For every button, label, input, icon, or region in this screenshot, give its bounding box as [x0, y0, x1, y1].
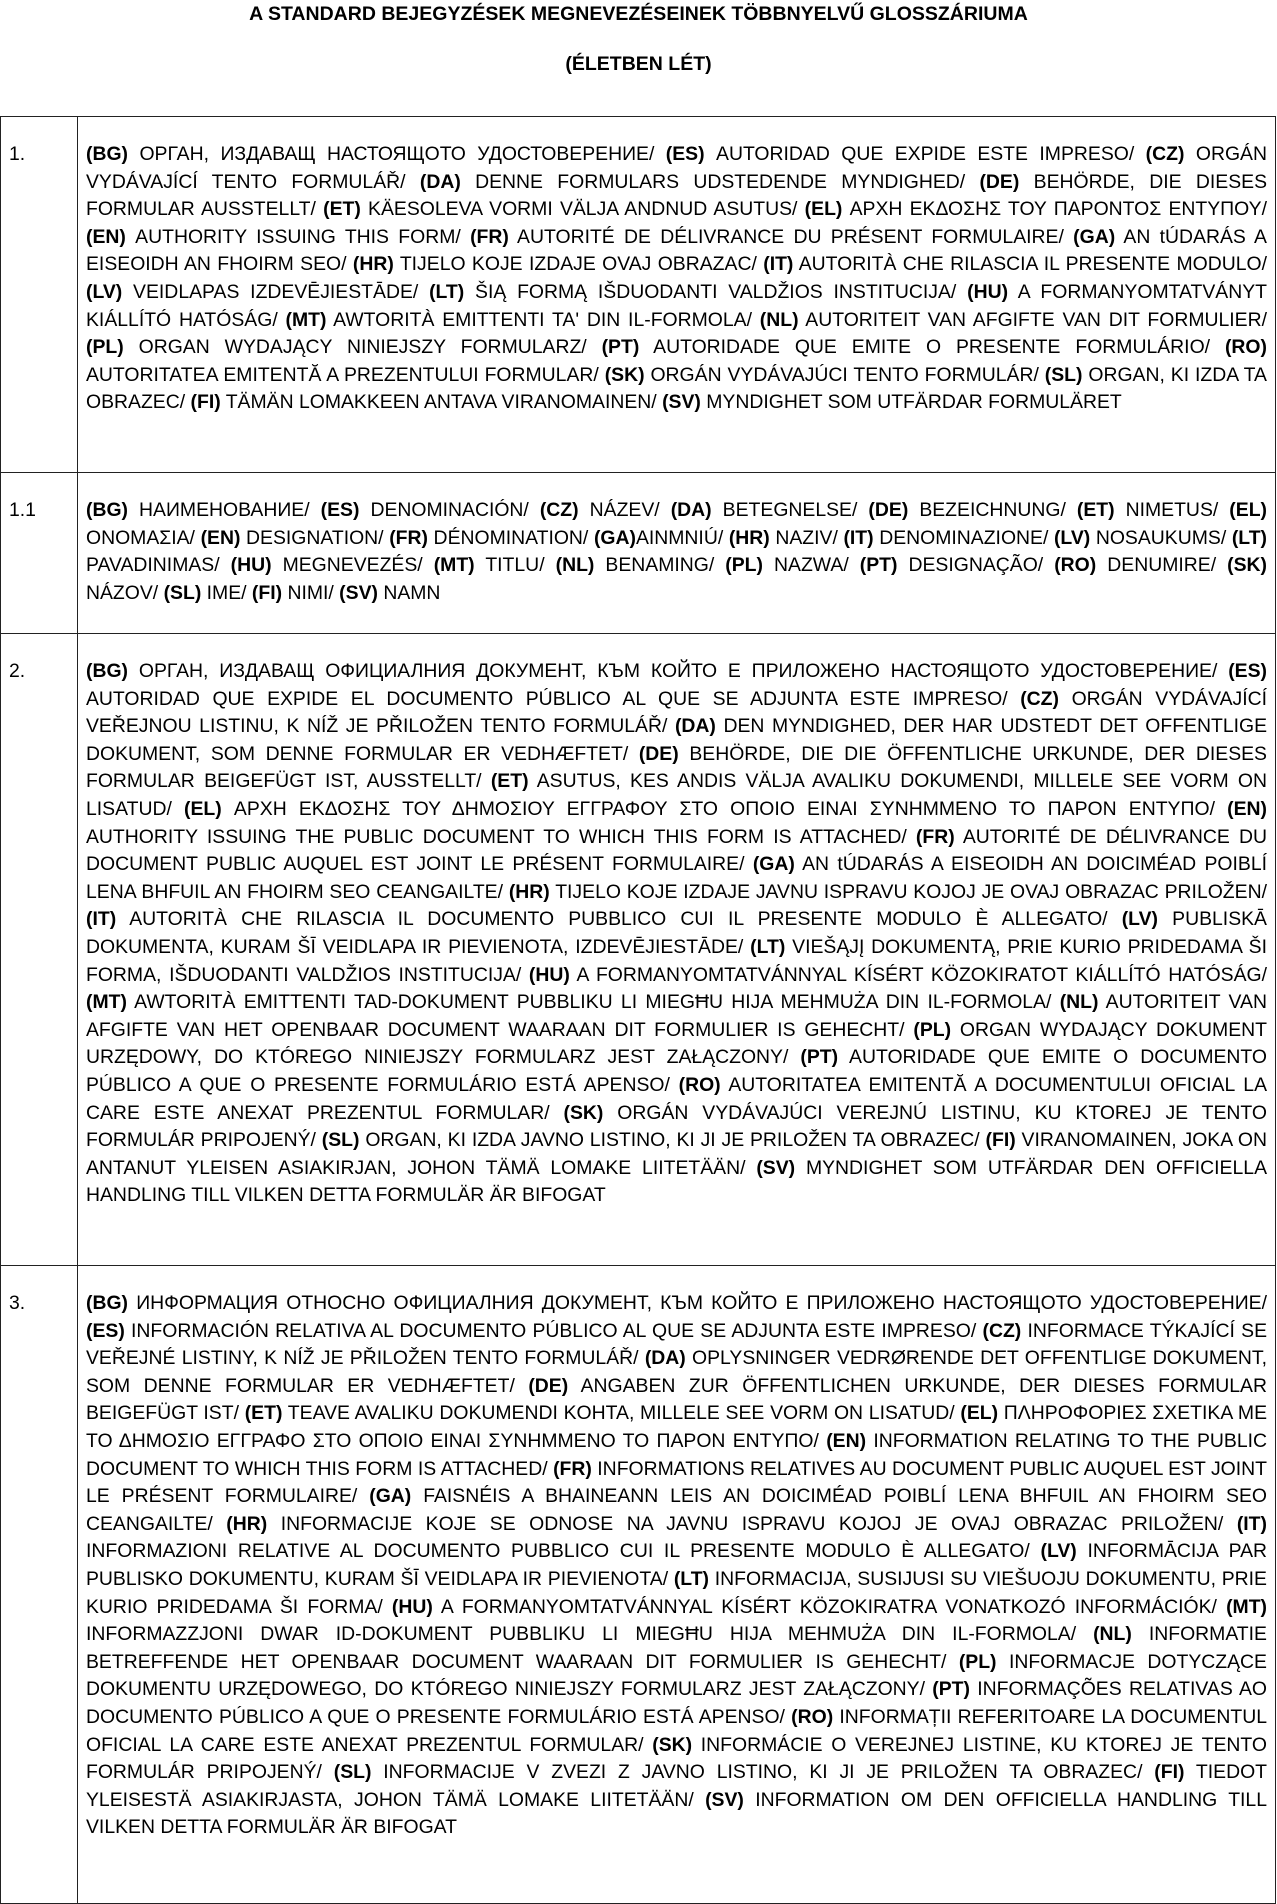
language-code: (EL)	[184, 797, 222, 820]
translation-text: AUTORIDADE QUE EMITE O PRESENTE FORMULÁRIO/	[639, 336, 1225, 359]
translation-text: ΠΛΗΡΟΦΟΡΙΕΣ ΣΧΕΤΙΚΑ ΜΕ ΤΟ ΔΗΜΟΣΙΟ ΕΓΓΡΑΦΟ ΣΤΟ ΟΠΟΙΟ ΕΙΝΑΙ ΣΥΝΗΜΜΕΝΟ ΤΟ ΠΑΡΟΝ ΕΝΤΥΠΟ/	[86, 1402, 1268, 1452]
translation-text: VEIDLAPAS IZDEVĒJIESTĀDE/	[122, 280, 430, 303]
language-code: (EN)	[86, 225, 126, 248]
language-code: (SK)	[652, 1733, 693, 1756]
translation-text: AUTHORITY ISSUING THE PUBLIC DOCUMENT TO WHICH THIS FORM IS ATTACHED/	[86, 825, 916, 848]
language-code: (CZ)	[539, 499, 579, 521]
language-code: (SV)	[705, 1788, 744, 1811]
language-code: (HU)	[528, 963, 570, 986]
translation-text: ORGAN, KI IZDA JAVNO LISTINO, KI JI JE PRILOŽEN TA OBRAZEC/	[359, 1129, 986, 1152]
translation-text: AWTORITÀ EMITTENTI TA' DIN IL-FORMOLA/	[326, 308, 760, 331]
language-code: (NL)	[1093, 1623, 1132, 1646]
entry-number: 1.	[1, 117, 78, 473]
language-code: (LT)	[750, 935, 786, 958]
translation-text: NIMETUS/	[1114, 499, 1230, 521]
translation-text: AINMNIÚ/	[635, 526, 729, 549]
language-code: (EL)	[960, 1402, 999, 1425]
language-code: (FI)	[251, 581, 283, 604]
translation-text: AUTORIDAD QUE EXPIDE EL DOCUMENTO PÚBLICO AL QUE SE ADJUNTA ESTE IMPRESO/	[86, 687, 1021, 710]
language-code: (IT)	[843, 526, 874, 549]
translation-text: ASUTUS, KES ANDIS VÄLJA AVALIKU DOKUMENDI, MILLELE SEE VORM ON LISATUD/	[86, 770, 1267, 820]
translation-text: AUTORITEIT VAN AFGIFTE VAN DIT FORMULIER/	[798, 308, 1267, 331]
language-code: (MT)	[285, 308, 327, 331]
translation-text: MEGNEVEZÉS/	[271, 554, 434, 577]
translation-text: KÄESOLEVA VORMI VÄLJA ANDNUD ASUTUS/	[360, 198, 805, 221]
translation-text: BEZEICHNUNG/	[908, 499, 1077, 521]
language-code: (GA)	[593, 526, 636, 549]
language-code: (CZ)	[1145, 143, 1185, 165]
language-code: (DE)	[638, 742, 679, 765]
translation-text: INFORMACJE DOTYCZĄCE DOKUMENTU URZĘDOWEGO, DO KTÓREGO NINIEJSZY FORMULARZ JEST ZAŁĄCZONY/	[86, 1650, 1267, 1701]
language-code: (SV)	[339, 581, 378, 604]
language-code: (FI)	[190, 391, 221, 414]
translation-text: TITLU/	[474, 554, 556, 577]
language-code: (ET)	[323, 198, 361, 221]
language-code: (IT)	[1236, 1512, 1267, 1535]
translation-text: ΑΡΧΗ ΕΚΔΟΣΗΣ ΤΟΥ ΠΑΡΟΝΤΟΣ ΕΝΤΥΠΟΥ/	[842, 198, 1267, 221]
translation-text: MYNDIGHET SOM UTFÄRDAR FORMULÄRET	[700, 391, 1122, 414]
language-code: (DA)	[644, 1347, 686, 1370]
document-subtitle: (ÉLETBEN LÉT)	[565, 53, 712, 75]
translation-text: DENOMINACIÓN/	[359, 499, 540, 521]
translation-text: ΑΡΧΗ ΕΚΔΟΣΗΣ ΤΟΥ ΔΗΜΟΣΙΟΥ ΕΓΓΡΑΦΟΥ ΣΤΟ ΟΠΟΙΟ ΕΙΝΑΙ ΣΥΝΗΜΜΕΝΟ ΤΟ ΠΑΡΟΝ ΕΝΤΥΠΟ/	[221, 797, 1228, 820]
translation-text: INFORMACIJA, SUSIJUSI SU VIEŠUOJU DOKUMENTU, PRIE KURIO PRIDEDAMA ŠI FORMA/	[86, 1567, 1267, 1618]
translation-text: VIEŠĄJĮ DOKUMENTĄ, PRIE KURIO PRIDEDAMA ŠI FORMA, IŠDUODANTI VALDŽIOS INSTITUCIJA/	[86, 935, 1267, 986]
language-code: (ET)	[490, 770, 529, 793]
translation-text: TIJELO KOJE IZDAJE OVAJ OBRAZAC/	[393, 253, 764, 276]
language-code: (MT)	[86, 991, 127, 1014]
language-code: (HR)	[226, 1512, 268, 1535]
language-code: (PT)	[859, 554, 898, 577]
language-code: (RO)	[791, 1705, 834, 1728]
translation-text: INFORMACIÓN RELATIVA AL DOCUMENTO PÚBLICO AL QUE SE ADJUNTA ESTE IMPRESO/	[124, 1319, 983, 1342]
language-code: (LT)	[1231, 526, 1267, 549]
translation-text: ANGABEN ZUR ÖFFENTLICHEN URKUNDE, DER DIESES FORMULAR BEIGEFÜGT IST/	[86, 1374, 1267, 1425]
entry-text	[78, 473, 1276, 634]
translation-text: INFORMATIONS RELATIVES AU DOCUMENT PUBLIC AUQUEL EST JOINT LE PRÉSENT FORMULAIRE/	[86, 1457, 1267, 1508]
translation-text: AUTORITÉ DE DÉLIVRANCE DU DOCUMENT PUBLIC AUQUEL EST JOINT LE PRÉSENT FORMULAIRE/	[86, 825, 1267, 876]
language-code: (BG)	[86, 660, 129, 682]
language-code: (EN)	[1227, 797, 1267, 820]
language-code: (PL)	[958, 1650, 997, 1673]
translation-text: ОРГАН, ИЗДАВАЩ НАСТОЯЩОТО УДОСТОВЕРЕНИЕ/	[128, 143, 666, 165]
translation-text: NAZWA/	[762, 554, 860, 577]
translation-text: ORGAN WYDAJĄCY DOKUMENT URZĘDOWY, DO KTÓREGO NINIEJSZY FORMULARZ JEST ZAŁĄCZONY/	[86, 1018, 1267, 1069]
language-code: (MT)	[1226, 1595, 1267, 1618]
translation-text: ИНФОРМАЦИЯ ОТНОСНО ОФИЦИАЛНИЯ ДОКУМЕНТ, КЪМ КОЙТО Е ПРИЛОЖЕНО НАСТОЯЩОТО УДОСТОВЕРЕНИЕ/	[128, 1292, 1267, 1314]
translation-text: DESIGNATION/	[240, 526, 390, 549]
translation-text: A FORMANYOMTATVÁNNYAL KÍSÉRT KÖZOKIRATOT KIÁLLÍTÓ HATÓSÁG/	[569, 963, 1267, 986]
translation-text: TIJELO KOJE IZDAJE JAVNU ISPRAVU KOJOJ JE OVAJ OBRAZAC PRILOŽEN/	[549, 880, 1267, 903]
translation-text: BENAMING/	[594, 554, 726, 577]
language-code: (SL)	[1044, 363, 1083, 386]
translation-text: INFORMAZZJONI DWAR ID-DOKUMENT PUBBLIKU LI MIEGĦU HIJA MEHMUŻA DIN IL-FORMOLA/	[86, 1623, 1094, 1646]
language-code: (LV)	[86, 280, 123, 303]
translation-text: INFORMAZIONI RELATIVE AL DOCUMENTO PUBBLICO CUI IL PRESENTE MODULO È ALLEGATO/	[86, 1540, 1041, 1563]
language-code: (EN)	[826, 1429, 867, 1452]
entry-number: 3.	[1, 1266, 78, 1904]
translation-text: AN tÚDARÁS A EISEOIDH AN FHOIRM SEO/	[86, 225, 1267, 276]
translation-text: BEHÖRDE, DIE DIE ÖFFENTLICHE URKUNDE, DER DIESES FORMULAR BEIGEFÜGT IST, AUSSTELLT/	[86, 742, 1267, 793]
entry-number: 1.1	[1, 473, 78, 634]
translation-text: DENUMIRE/	[1096, 554, 1228, 577]
translation-text: ORGÁN VYDÁVAJÚCI VEREJNÚ LISTINU, KU KTOREJ JE TENTO FORMULÁR PRIPOJENÝ/	[86, 1101, 1268, 1152]
language-code: (SV)	[756, 1156, 796, 1179]
translation-text: INFORMÁCIE O VEREJNEJ LISTINE, KU KTOREJ JE TENTO FORMULÁR PRIPOJENÝ/	[86, 1733, 1267, 1784]
language-code: (FR)	[470, 225, 509, 248]
language-code: (SK)	[604, 363, 645, 386]
translation-text: A FORMANYOMTATVÁNYT KIÁLLÍTÓ HATÓSÁG/	[86, 280, 1267, 331]
translation-text: NOSAUKUMS/	[1090, 526, 1232, 549]
language-code: (PT)	[800, 1046, 839, 1069]
translation-text: ORGÁN VYDÁVAJÍCÍ TENTO FORMULÁŘ/	[86, 143, 1267, 193]
translation-text: ORGAN, KI IZDA TA OBRAZEC/	[86, 363, 1267, 414]
glossary-row	[1, 117, 1276, 473]
language-code: (HR)	[508, 880, 550, 903]
translation-text: ŠIĄ FORMĄ IŠDUODANTI VALDŽIOS INSTITUCIJA/	[464, 280, 968, 303]
translation-text: AUTHORITY ISSUING THIS FORM/	[125, 225, 471, 248]
translation-text: TÄMÄN LOMAKKEEN ANTAVA VIRANOMAINEN/	[220, 391, 663, 414]
translation-text: AUTORITÀ CHE RILASCIA IL DOCUMENTO PUBBLICO CUI IL PRESENTE MODULO È ALLEGATO/	[116, 908, 1122, 931]
translation-text: INFORMATIE BETREFFENDE HET OPENBAAR DOCUMENT WAARAAN DIT FORMULIER IS GEHECHT/	[86, 1623, 1267, 1673]
language-code: (CZ)	[1020, 687, 1059, 710]
translation-text: INFORMACIJE KOJE SE ODNOSE NA JAVNU ISPRAVU KOJOJ JE OVAJ OBRAZAC PRILOŽEN/	[267, 1512, 1237, 1535]
language-code: (SL)	[333, 1761, 372, 1784]
translation-text: VIRANOMAINEN, JOKA ON ANTANUT YLEISEN ASIAKIRJAN, JOHON TÄMÄ LOMAKE LIITETÄÄN/	[86, 1129, 1268, 1179]
entry-text	[78, 634, 1276, 1266]
entry-text	[78, 1266, 1276, 1904]
translation-text: AUTORIDAD QUE EXPIDE ESTE IMPRESO/	[704, 143, 1146, 165]
language-code: (MT)	[433, 554, 475, 577]
translation-text: ОРГАН, ИЗДАВАЩ ОФИЦИАЛНИЯ ДОКУМЕНТ, КЪМ КОЙТО Е ПРИЛОЖЕНО НАСТОЯЩОТО УДОСТОВЕРЕНИЕ/	[128, 660, 1229, 682]
language-code: (PL)	[913, 1018, 952, 1041]
glossary-row	[1, 1266, 1276, 1904]
translation-text: TIEDOT YLEISESTÄ ASIAKIRJASTA, JOHON TÄMÄ LOMAKE LIITETÄÄN/	[86, 1761, 1267, 1811]
language-code: (PL)	[725, 554, 763, 577]
translation-text: INFORMACIJE V ZVEZI Z JAVNO LISTINO, KI JI JE PRILOŽEN TA OBRAZEC/	[371, 1761, 1155, 1784]
language-code: (SL)	[163, 581, 202, 604]
language-code: (ES)	[1228, 660, 1267, 682]
language-code: (SV)	[662, 391, 701, 414]
language-code: (LV)	[1121, 908, 1158, 931]
translation-text: AUTORIDADE QUE EMITE O DOCUMENTO PÚBLICO A QUE O PRESENTE FORMULÁRIO ESTÁ APENSO/	[86, 1046, 1267, 1096]
language-code: (GA)	[369, 1485, 412, 1508]
language-code: (DA)	[674, 715, 716, 738]
language-code: (CZ)	[982, 1319, 1022, 1342]
language-code: (SK)	[563, 1101, 604, 1124]
language-code: (ES)	[86, 1319, 125, 1342]
translation-text: AUTORITEIT VAN AFGIFTE VAN HET OPENBAAR DOCUMENT WAARAAN DIT FORMULIER IS GEHECHT/	[86, 991, 1267, 1041]
translation-text: AN tÚDARÁS A EISEOIDH AN DOICIMÉAD POIBLÍ LENA BHFUIL AN FHOIRM SEO CEANGAILTE/	[86, 853, 1267, 903]
translation-text: IME/	[201, 581, 252, 604]
translation-text: ORGAN WYDAJĄCY NINIEJSZY FORMULARZ/	[123, 336, 602, 359]
language-code: (GA)	[1073, 225, 1116, 248]
language-code: (FI)	[985, 1129, 1016, 1152]
glossary-body	[1, 117, 1276, 1904]
language-code: (NL)	[1059, 991, 1099, 1014]
translation-text: INFORMAÇÕES RELATIVAS AO DOCUMENTO PÚBLICO A QUE O PRESENTE FORMULÁRIO ESTÁ APENSO/	[86, 1678, 1267, 1728]
translation-text: ΟΝΟΜΑΣΙΑ/	[86, 526, 201, 549]
translation-text: INFORMACE TÝKAJÍCÍ SE VEŘEJNÉ LISTINY, K NÍŽ JE PŘILOŽEN TENTO FORMULÁŘ/	[86, 1319, 1267, 1370]
language-code: (LT)	[429, 280, 465, 303]
language-code: (FR)	[915, 825, 955, 848]
language-code: (DE)	[528, 1374, 569, 1397]
language-code: (PT)	[601, 336, 640, 359]
translation-text: NAMN	[377, 581, 441, 604]
language-code: (DE)	[868, 499, 909, 521]
translation-text: ORGÁN VYDÁVAJÚCI TENTO FORMULÁR/	[644, 363, 1045, 386]
language-code: (ES)	[665, 143, 705, 165]
translation-text: DENOMINAZIONE/	[873, 526, 1054, 549]
translation-text: MYNDIGHET SOM UTFÄRDAR DEN OFFICIELLA HANDLING TILL VILKEN DETTA FORMULÄR ÄR BIFOGAT	[86, 1156, 1267, 1207]
language-code: (SL)	[321, 1129, 360, 1152]
translation-text: DENNE FORMULARS UDSTEDENDE MYNDIGHED/	[460, 170, 980, 193]
language-code: (BG)	[86, 499, 129, 521]
language-code: (ET)	[244, 1402, 283, 1425]
language-code: (IT)	[86, 908, 117, 931]
entry-text	[78, 117, 1276, 473]
translation-text: PAVADINIMAS/	[86, 554, 231, 577]
translation-text: ORGÁN VYDÁVAJÍCÍ VEŘEJNOU LISTINU, K NÍŽ JE PŘILOŽEN TENTO FORMULÁŘ/	[86, 687, 1267, 738]
translation-text: OPLYSNINGER VEDRØRENDE DET OFFENTLIGE DOKUMENT, SOM DENNE FORMULAR ER VEDHÆFTET/	[86, 1347, 1267, 1397]
language-code: (LV)	[1053, 526, 1091, 549]
translation-text: AWTORITÀ EMITTENTI TAD-DOKUMENT PUBBLIKU LI MIEGĦU HIJA MEHMUŻA DIN IL-FORMOLA/	[126, 991, 1060, 1014]
translation-text: NIMI/	[282, 581, 340, 604]
language-code: (IT)	[763, 253, 794, 276]
language-code: (FR)	[553, 1457, 592, 1480]
language-code: (ES)	[320, 499, 360, 521]
language-code: (EL)	[804, 198, 843, 221]
glossary-row	[1, 473, 1276, 634]
language-code: (SK)	[1227, 554, 1267, 577]
translation-text: AUTORITATEA EMITENTĂ A DOCUMENTULUI OFICIAL LA CARE ESTE ANEXAT PREZENTUL FORMULAR/	[86, 1073, 1267, 1124]
translation-text: AUTORITÀ CHE RILASCIA IL PRESENTE MODULO/	[793, 253, 1267, 276]
language-code: (EL)	[1229, 499, 1267, 521]
language-code: (NL)	[759, 308, 799, 331]
language-code: (EN)	[200, 526, 241, 549]
translation-text: BETEGNELSE/	[711, 499, 869, 521]
translation-text: DEN MYNDIGHED, DER HAR UDSTEDT DET OFFENTLIGE DOKUMENT, SOM DENNE FORMULAR ER VEDHÆFTET/	[86, 715, 1268, 765]
translation-text: INFORMATION OM DEN OFFICIELLA HANDLING TILL VILKEN DETTA FORMULÄR ÄR BIFOGAT	[86, 1788, 1267, 1839]
glossary-table	[0, 116, 1276, 1904]
language-code: (HU)	[967, 280, 1009, 303]
translation-text: INFORMAȚII REFERITOARE LA DOCUMENTUL OFICIAL LA CARE ESTE ANEXAT PREZENTUL FORMULAR/	[86, 1705, 1268, 1756]
translation-text: A FORMANYOMTATVÁNNYAL KÍSÉRT KÖZOKIRATRA VONATKOZÓ INFORMÁCIÓK/	[432, 1595, 1227, 1618]
language-code: (HU)	[391, 1595, 433, 1618]
language-code: (FI)	[1154, 1761, 1185, 1784]
language-code: (DA)	[670, 499, 712, 521]
language-code: (DE)	[979, 170, 1020, 193]
translation-text: AUTORITATEA EMITENTĂ A PREZENTULUI FORMULAR/	[86, 363, 605, 386]
document-title: A STANDARD BEJEGYZÉSEK MEGNEVEZÉSEINEK TÖBBNYELVŰ GLOSSZÁRIUMA	[249, 3, 1028, 25]
entry-number: 2.	[1, 634, 78, 1266]
translation-text: FAISNÉIS A BHAINEANN LEIS AN DOICIMÉAD POIBLÍ LENA BHFUIL AN FHOIRM SEO CEANGAILTE/	[86, 1485, 1267, 1535]
translation-text: NÁZOV/	[86, 581, 164, 604]
translation-text: BEHÖRDE, DIE DIESES FORMULAR AUSSTELLT/	[86, 170, 1268, 221]
language-code: (RO)	[1224, 336, 1267, 359]
language-code: (LV)	[1040, 1540, 1077, 1563]
glossary-row	[1, 634, 1276, 1266]
translation-text: PUBLISKĀ DOKUMENTA, KURAM ŠĪ VEIDLAPA IR PIEVIENOTA, IZDEVĒJIESTĀDE/	[86, 908, 1267, 958]
language-code: (BG)	[86, 1292, 129, 1314]
language-code: (HR)	[728, 526, 770, 549]
language-code: (LT)	[673, 1567, 709, 1590]
translation-text: НАИМЕНОВАНИЕ/	[128, 499, 321, 521]
translation-text: TEAVE AVALIKU DOKUMENDI KOHTA, MILLELE SEE VORM ON LISATUD/	[282, 1402, 961, 1425]
language-code: (ET)	[1076, 499, 1115, 521]
translation-text: DÉNOMINATION/	[427, 526, 594, 549]
language-code: (BG)	[86, 143, 129, 165]
translation-text: AUTORITÉ DE DÉLIVRANCE DU PRÉSENT FORMULAIRE/	[508, 225, 1074, 248]
translation-text: NAZIV/	[769, 526, 844, 549]
language-code: (RO)	[678, 1073, 721, 1096]
language-code: (FR)	[389, 526, 428, 549]
translation-text: INFORMATION RELATING TO THE PUBLIC DOCUMENT TO WHICH THIS FORM IS ATTACHED/	[86, 1429, 1267, 1480]
language-code: (PL)	[86, 336, 124, 359]
translation-text: DESIGNAÇÃO/	[897, 554, 1055, 577]
translation-text: INFORMĀCIJA PAR PUBLISKO DOKUMENTU, KURAM ŠĪ VEIDLAPA IR PIEVIENOTA/	[86, 1540, 1268, 1590]
language-code: (PT)	[932, 1678, 970, 1701]
language-code: (GA)	[752, 853, 795, 876]
language-code: (HR)	[352, 253, 394, 276]
language-code: (DA)	[419, 170, 461, 193]
language-code: (NL)	[555, 554, 595, 577]
language-code: (HU)	[230, 554, 272, 577]
translation-text: NÁZEV/	[578, 499, 671, 521]
language-code: (RO)	[1054, 554, 1097, 577]
